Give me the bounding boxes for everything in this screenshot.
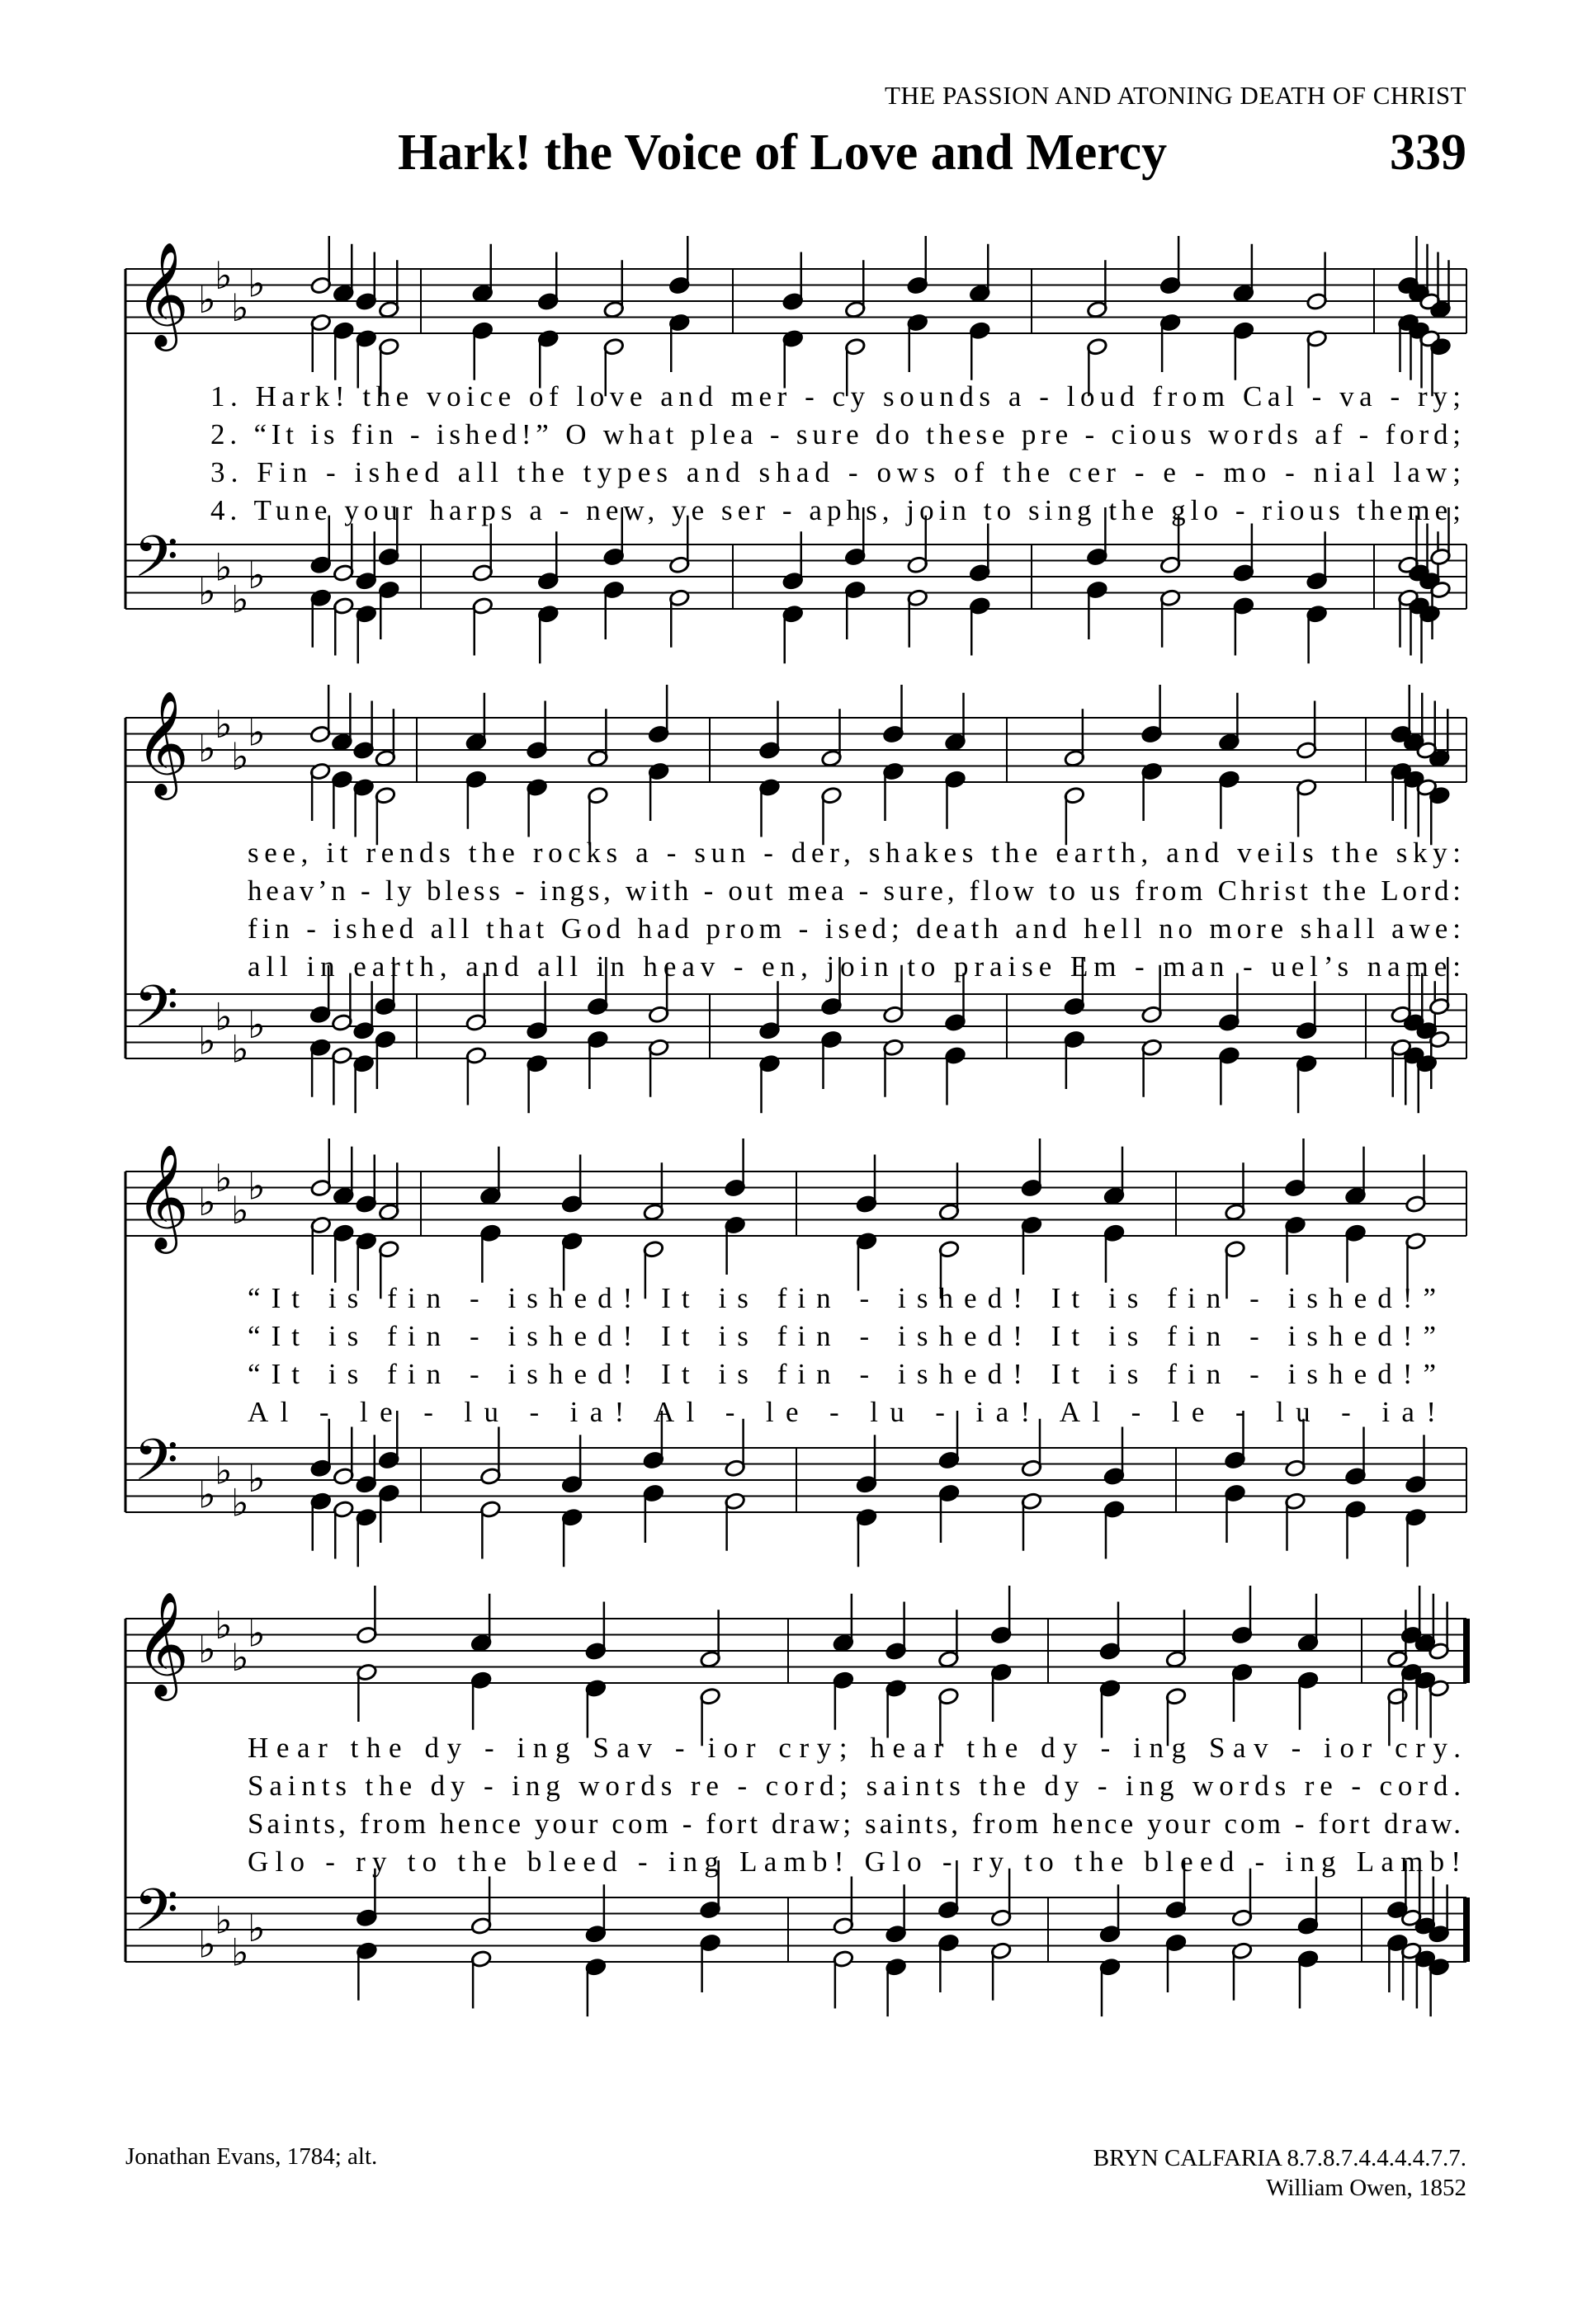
flat-icon: ♭ — [231, 1026, 249, 1072]
hymn-title: Hark! the Voice of Love and Mercy — [398, 125, 1168, 181]
lyric-line: fin - ished all that God had prom - ised; death and hell no more shall awe: — [248, 912, 1461, 945]
lyric-line: heav’n - ly bless - ings, with - out mea - sure, flow to us from Christ the Lord: — [248, 874, 1461, 907]
flat-icon: ♭ — [215, 1897, 233, 1943]
lyric-line: Saints, from hence your com - fort draw; saints, from hence your com - fort draw. — [248, 1808, 1461, 1840]
flat-icon: ♭ — [231, 285, 249, 330]
system-2 — [125, 685, 1466, 1113]
treble-clef-icon: 𝄞 — [135, 690, 190, 795]
lyric-line: all in earth, and all in heav - en, join to praise Em - man - uel’s name: — [248, 950, 1461, 983]
bass-clef-icon: 𝄢 — [134, 523, 179, 604]
flat-icon: ♭ — [215, 701, 233, 747]
treble-clef-icon: 𝄞 — [135, 241, 190, 346]
flat-icon: ♭ — [215, 252, 233, 298]
flat-icon: ♭ — [215, 1602, 233, 1648]
system-4 — [125, 1586, 1470, 2016]
tune-credits — [1093, 2143, 1466, 2204]
flat-icon: ♭ — [198, 1472, 216, 1517]
bass-clef-icon: 𝄢 — [134, 973, 179, 1054]
flat-icon: ♭ — [231, 1930, 249, 1975]
flat-icon: ♭ — [231, 1480, 249, 1525]
flat-icon: ♭ — [248, 1610, 266, 1656]
hymn-number: 339 — [1390, 125, 1466, 181]
flat-icon: ♭ — [215, 544, 233, 590]
treble-clef-icon: 𝄞 — [135, 1143, 190, 1249]
flat-icon: ♭ — [248, 261, 266, 306]
bass-clef-icon: 𝄢 — [134, 1426, 179, 1507]
tune-composer: William Owen, 1852 — [1266, 2175, 1466, 2202]
flat-icon: ♭ — [198, 277, 216, 322]
lyric-line: Al - le - lu - ia! Al - le - lu - ia! Al - le - lu - ia! — [248, 1396, 1436, 1428]
lyric-line: Glo - ry to the bleed - ing Lamb! Glo - ry to the bleed - ing Lamb! — [248, 1846, 1461, 1878]
flat-icon: ♭ — [248, 1163, 266, 1209]
system-3 — [125, 1138, 1466, 1567]
flat-icon: ♭ — [198, 1627, 216, 1671]
flat-icon: ♭ — [231, 733, 249, 779]
flat-icon: ♭ — [248, 1906, 266, 1950]
flat-icon: ♭ — [248, 553, 266, 597]
flat-icon: ♭ — [248, 1456, 266, 1501]
lyric-line: 1. Hark! the voice of love and mer - cy sounds a - loud from Cal - va - ry; — [210, 380, 1462, 412]
section-heading: THE PASSION AND ATONING DEATH OF CHRIST — [884, 81, 1466, 110]
flat-icon: ♭ — [215, 994, 233, 1039]
lyric-line: 3. Fin - ished all the types and shad - ows of the cer - e - mo - nial law; — [210, 456, 1462, 488]
lyric-line: see, it rends the rocks a - sun - der, shakes the earth, and veils the sky: — [248, 837, 1461, 869]
flat-icon: ♭ — [231, 1187, 249, 1233]
flat-icon: ♭ — [231, 577, 249, 622]
treble-clef-icon: 𝄞 — [135, 1591, 190, 1696]
flat-icon: ♭ — [215, 1448, 233, 1493]
flat-icon: ♭ — [198, 1921, 216, 1967]
text-credit: Jonathan Evans, 1784; alt. — [125, 2143, 378, 2170]
lyric-line: 4. Tune your harps a - new, ye ser - aphs, join to sing the glo - rious theme; — [210, 494, 1461, 526]
system-1 — [125, 236, 1466, 663]
bass-clef-icon: 𝄢 — [134, 1876, 179, 1957]
lyric-line: 2. “It is fin - ished!” O what plea - sure do these pre - cious words af - ford; — [210, 418, 1461, 450]
flat-icon: ♭ — [248, 1002, 266, 1047]
flat-icon: ♭ — [198, 726, 216, 771]
lyric-line: Hear the dy - ing Sav - ior cry; hear the dy - ing Sav - ior cry. — [248, 1732, 1461, 1764]
flat-icon: ♭ — [248, 709, 266, 755]
flat-icon: ♭ — [231, 1634, 249, 1680]
flat-icon: ♭ — [215, 1155, 233, 1200]
lyric-line: “It is fin - ished! It is fin - ished! It is fin - ished!” — [248, 1282, 1437, 1314]
lyric-line: Saints the dy - ing words re - cord; saints the dy - ing words re - cord. — [248, 1770, 1462, 1802]
flat-icon: ♭ — [198, 1180, 216, 1224]
flat-icon: ♭ — [198, 1018, 216, 1063]
tune-name: BRYN CALFARIA 8.7.8.7.4.4.4.4.7.7. — [1093, 2145, 1466, 2171]
lyric-line: “It is fin - ished! It is fin - ished! It is fin - ished!” — [248, 1320, 1437, 1352]
lyric-line: “It is fin - ished! It is fin - ished! It is fin - ished!” — [248, 1358, 1437, 1390]
flat-icon: ♭ — [198, 568, 216, 614]
